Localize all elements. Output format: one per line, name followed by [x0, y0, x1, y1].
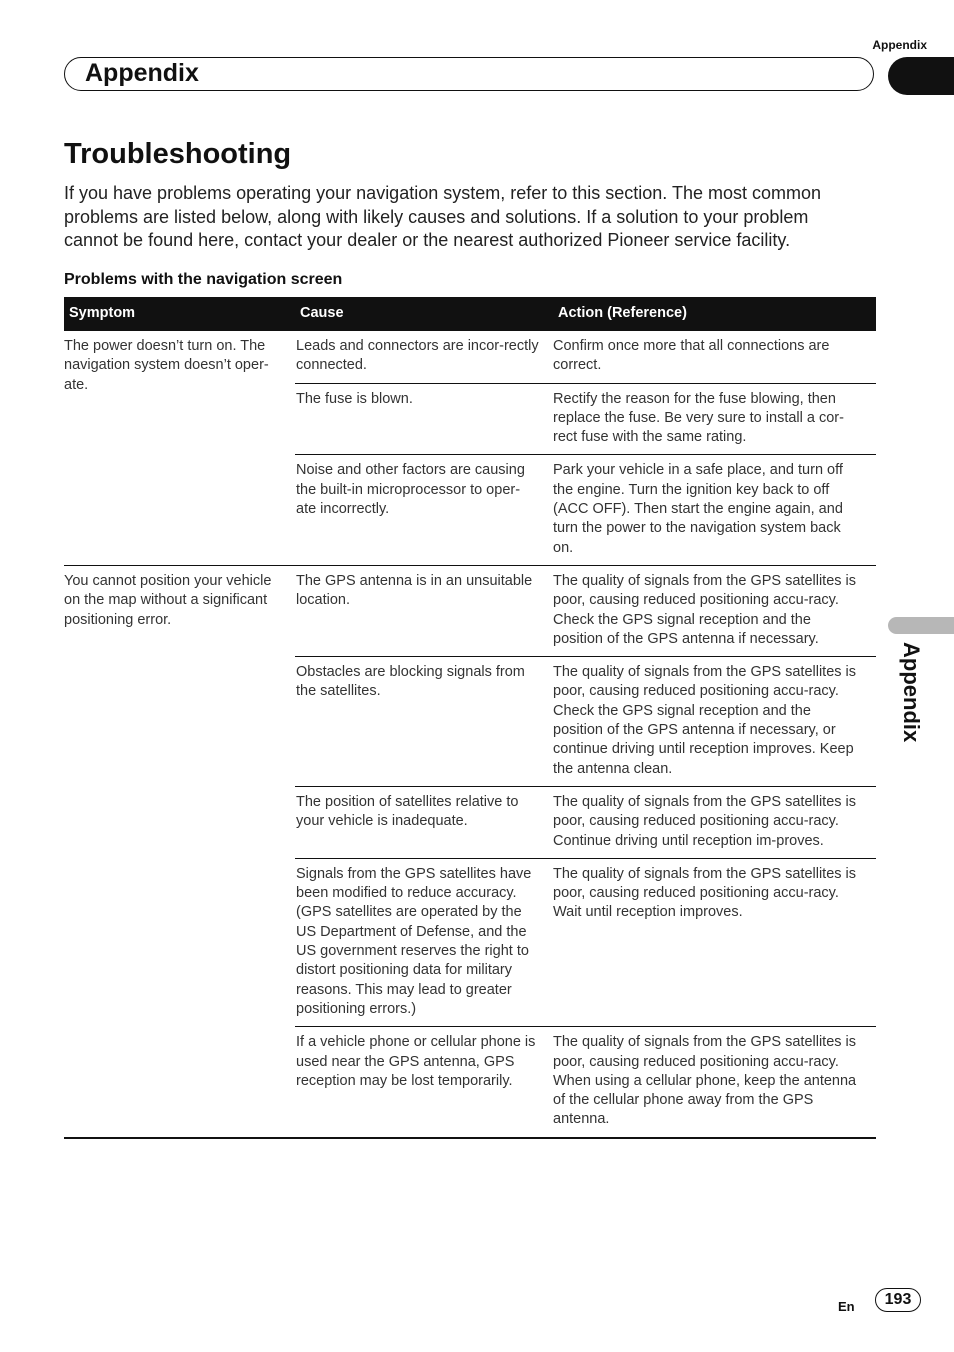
header-action: Action (Reference) — [553, 297, 876, 331]
troubleshooting-table — [64, 297, 876, 1139]
section-title: Problems with the navigation screen — [64, 271, 343, 288]
cause-cell: Obstacles are blocking signals from the satellites. — [295, 657, 553, 787]
page-number: 193 — [875, 1288, 921, 1312]
action-cell: The quality of signals from the GPS satellites is poor, causing reduced positioning accu-racy. Continue driving until reception im-proves. — [553, 786, 876, 858]
action-cell: The quality of signals from the GPS satellites is poor, causing reduced positioning accu-racy. When using a cellular phone, keep the antenna of the cellular phone away from the GPS antenna. — [553, 1034, 857, 1128]
table-row — [64, 565, 876, 656]
symptom-cell: The power doesn’t turn on. The navigation system doesn’t oper-ate. — [64, 331, 295, 565]
header-tab-marker — [888, 57, 954, 95]
section-header-title: Appendix — [85, 59, 199, 87]
header-symptom: Symptom — [64, 297, 295, 331]
side-tab-label: Appendix — [899, 642, 924, 743]
cause-cell: The GPS antenna is in an unsuitable location. — [295, 565, 553, 656]
action-cell: Rectify the reason for the fuse blowing, then replace the fuse. Be very sure to install a cor-rect fuse with the same rating. — [553, 383, 876, 455]
action-cell: The quality of signals from the GPS satellites is poor, causing reduced positioning accu-racy. Check the GPS signal reception and the position of the GPS antenna if necessary, or continue driving until reception improves. Keep the antenna clean. — [553, 657, 876, 787]
language-label: En — [838, 1299, 855, 1314]
symptom-cell: You cannot position your vehicle on the map without a significant positioning error. — [64, 572, 272, 628]
page-title: Troubleshooting — [64, 138, 292, 170]
action-cell: The quality of signals from the GPS satellites is poor, causing reduced positioning accu-racy. Wait until reception improves. — [553, 858, 876, 1026]
action-cell: The quality of signals from the GPS satellites is poor, causing reduced positioning accu-racy. Check the GPS signal reception and the position of the GPS antenna if necessary. — [553, 565, 876, 656]
cause-cell: The position of satellites relative to your vehicle is inadequate. — [295, 786, 553, 858]
cause-cell: Leads and connectors are incor-rectly connected. — [295, 331, 553, 383]
cause-cell: Signals from the GPS satellites have been modified to reduce accuracy. (GPS satellites are operated by the US Department of Defense, and the US government reserves the right to distort positioning data for military reasons. This may lead to greater positioning errors.) — [295, 858, 553, 1026]
table-row — [64, 331, 876, 383]
intro-paragraph: If you have problems operating your navigation system, refer to this section. The most common problems are listed below, along with likely causes and solutions. If a solution to your problem cannot be found here, contact your dealer or the nearest authorized Pioneer service facility. — [64, 183, 822, 250]
side-tab-marker — [888, 617, 954, 634]
cause-cell: If a vehicle phone or cellular phone is used near the GPS antenna, GPS reception may be lost temporarily. — [296, 1034, 536, 1089]
action-cell: Park your vehicle in a safe place, and turn off the engine. Turn the ignition key back to off (ACC OFF). Then start the engine again, and turn the power to the navigation system back on. — [553, 455, 876, 565]
running-header-label: Appendix — [872, 38, 927, 52]
cause-cell: The fuse is blown. — [295, 383, 553, 455]
section-header — [64, 57, 874, 91]
action-cell: Confirm once more that all connections are correct. — [553, 331, 876, 383]
header-cause: Cause — [295, 297, 553, 331]
table-header-row — [64, 297, 876, 331]
cause-cell: Noise and other factors are causing the built-in microprocessor to oper-ate incorrectly. — [295, 455, 553, 565]
